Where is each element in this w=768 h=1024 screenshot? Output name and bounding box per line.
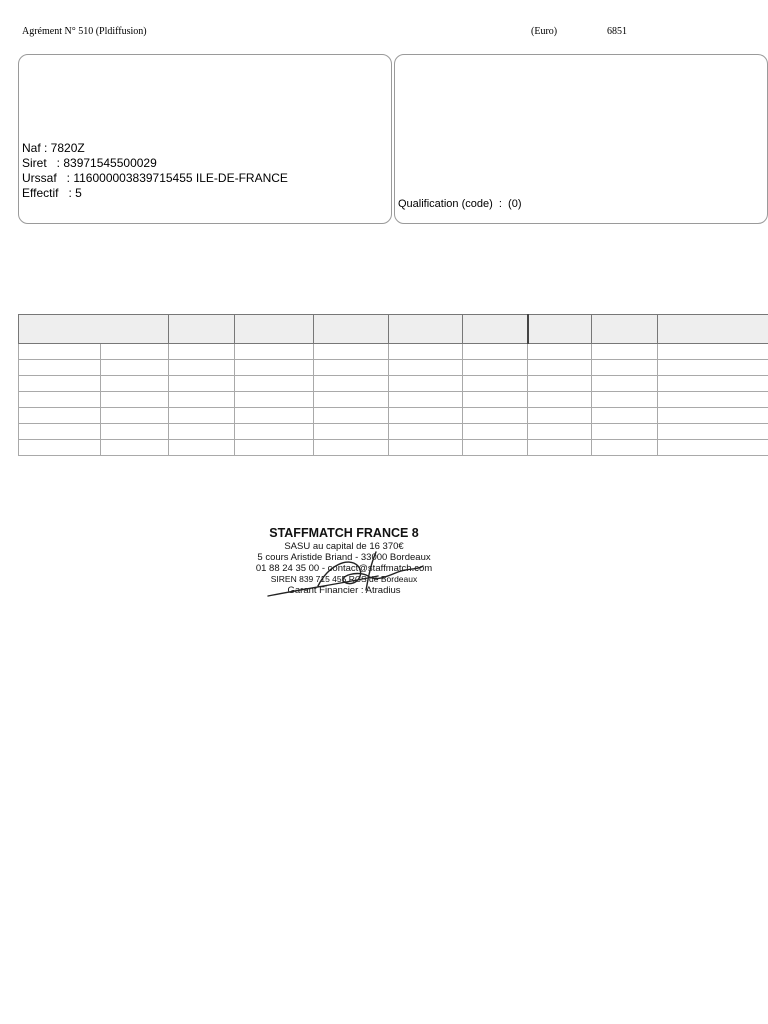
header-cell bbox=[19, 315, 169, 344]
table-row bbox=[19, 360, 768, 376]
employer-box bbox=[18, 54, 392, 224]
siret-number: Siret : 83971545500029 bbox=[22, 156, 157, 170]
header-cell bbox=[169, 315, 235, 344]
document-number: 6851 bbox=[607, 26, 627, 37]
effectif-count: Effectif : 5 bbox=[22, 186, 82, 200]
handwritten-signature bbox=[258, 546, 428, 602]
table-row bbox=[19, 424, 768, 440]
header-cell bbox=[235, 315, 314, 344]
agrement-label: Agrément N° 510 (Pldiffusion) bbox=[22, 26, 147, 37]
header-cell bbox=[528, 315, 592, 344]
stamp-contact: 01 88 24 35 00 - contact@staffmatch.com bbox=[255, 563, 433, 574]
naf-code: Naf : 7820Z bbox=[22, 141, 85, 155]
table-row bbox=[19, 408, 768, 424]
qualification-code: Qualification (code) : (0) bbox=[398, 198, 522, 210]
payslip-table bbox=[18, 314, 768, 456]
stamp-guarantor: Garant Financier : Atradius bbox=[287, 585, 401, 596]
currency-label: (Euro) bbox=[531, 26, 558, 37]
stamp-company-name: STAFFMATCH FRANCE 8 bbox=[269, 526, 419, 540]
table-row bbox=[19, 344, 768, 360]
header-cell bbox=[658, 315, 768, 344]
table-header-row bbox=[19, 315, 768, 344]
stamp-siren: SIREN 839 715 455 RCS de Bordeaux bbox=[270, 574, 418, 584]
table-row bbox=[19, 392, 768, 408]
header-cell bbox=[314, 315, 389, 344]
employee-box bbox=[394, 54, 768, 224]
header-cell bbox=[592, 315, 658, 344]
stamp-capital: SASU au capital de 16 370€ bbox=[284, 541, 404, 552]
stamp-address: 5 cours Aristide Briand - 33000 Bordeaux bbox=[257, 552, 431, 563]
table-row bbox=[19, 376, 768, 392]
urssaf-number: Urssaf : 116000003839715455 ILE-DE-FRANCE bbox=[22, 171, 288, 185]
header-cell bbox=[389, 315, 463, 344]
table-row bbox=[19, 440, 768, 456]
header-cell bbox=[463, 315, 528, 344]
employer-info bbox=[22, 141, 288, 201]
